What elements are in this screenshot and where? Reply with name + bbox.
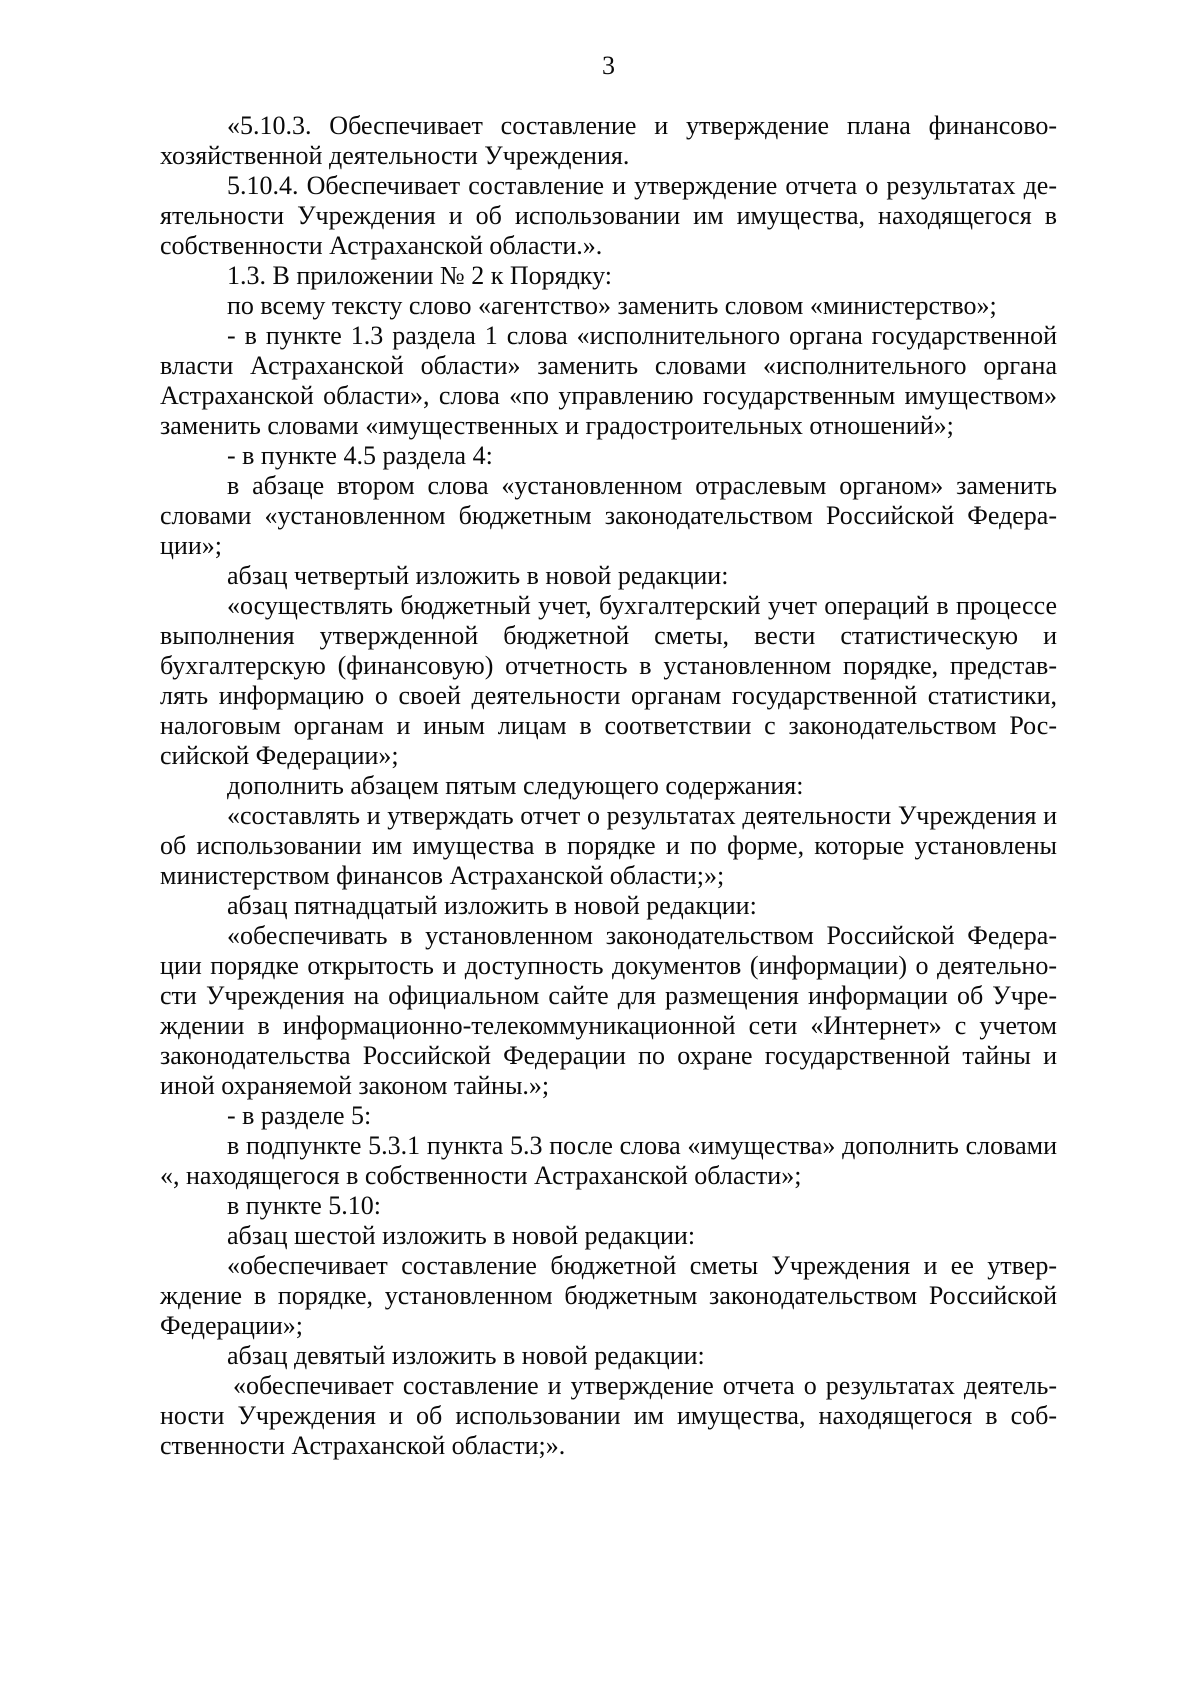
text-line: сийской Федерации»; xyxy=(160,741,399,770)
paragraph xyxy=(160,111,1057,171)
paragraph xyxy=(160,291,1057,321)
paragraph xyxy=(160,1341,1057,1371)
text-line: «обеспечивает составление бюджетной сметы Учреждения и ее утвер- xyxy=(227,1251,1057,1280)
text-line: сти Учреждения на официальном сайте для размещения информации об Учре- xyxy=(160,981,1057,1010)
text-line: 1.3. В приложении № 2 к Порядку: xyxy=(227,261,612,290)
text-line: ности Учреждения и об использовании им имущества, находящегося в соб- xyxy=(160,1401,1057,1430)
paragraph xyxy=(160,921,1057,1101)
text-line: иной охраняемой законом тайны.»; xyxy=(160,1071,550,1100)
text-line: об использовании им имущества в порядке и по форме, которые установлены xyxy=(160,831,1057,860)
text-line: по всему тексту слово «агентство» заменить словом «министерство»; xyxy=(227,291,997,320)
paragraph xyxy=(160,1131,1057,1191)
paragraph xyxy=(160,171,1057,261)
text-line: словами «установленном бюджетным законодательством Российской Федера- xyxy=(160,501,1057,530)
text-line: ции»; xyxy=(160,531,222,560)
paragraph xyxy=(160,1251,1057,1341)
text-line: лять информацию о своей деятельности органам государственной статистики, xyxy=(160,681,1057,710)
text-line: ждение в порядке, установленном бюджетным законодательством Российской xyxy=(160,1281,1057,1310)
text-line: - в разделе 5: xyxy=(227,1101,372,1130)
paragraph xyxy=(160,471,1057,561)
text-line: хозяйственной деятельности Учреждения. xyxy=(160,141,630,170)
text-line: «обеспечивает составление и утверждение отчета о результатах деятель- xyxy=(233,1371,1057,1400)
text-line: ятельности Учреждения и об использовании им имущества, находящегося в xyxy=(160,201,1057,230)
paragraph xyxy=(160,771,1057,801)
text-line: в подпункте 5.3.1 пункта 5.3 после слова «имущества» дополнить словами xyxy=(227,1131,1057,1160)
text-line: «обеспечивать в установленном законодательством Российской Федера- xyxy=(227,921,1057,950)
text-line: абзац пятнадцатый изложить в новой редакции: xyxy=(227,891,757,920)
text-line: выполнения утвержденной бюджетной сметы, вести статистическую и xyxy=(160,621,1057,650)
paragraph xyxy=(160,1101,1057,1131)
text-line: - в пункте 4.5 раздела 4: xyxy=(227,441,493,470)
text-line: «составлять и утверждать отчет о результатах деятельности Учреждения и xyxy=(227,801,1057,830)
text-line: бухгалтерскую (финансовую) отчетность в установленном порядке, представ- xyxy=(160,651,1057,680)
text-line: министерством финансов Астраханской области;»; xyxy=(160,861,725,890)
text-line: «5.10.3. Обеспечивает составление и утверждение плана финансово- xyxy=(227,111,1057,140)
text-line: «, находящегося в собственности Астраханской области»; xyxy=(160,1161,802,1190)
text-line: заменить словами «имущественных и градостроительных отношений»; xyxy=(160,411,954,440)
text-line: ждении в информационно-телекоммуникационной сети «Интернет» с учетом xyxy=(160,1011,1057,1040)
text-line: в абзаце втором слова «установленном отраслевым органом» заменить xyxy=(227,471,1057,500)
paragraph xyxy=(160,1221,1057,1251)
document-body xyxy=(160,111,1057,1461)
text-line: власти Астраханской области» заменить словами «исполнительного органа xyxy=(160,351,1057,380)
page-number: 3 xyxy=(602,51,615,80)
text-line: налоговым органам и иным лицам в соответствии с законодательством Рос- xyxy=(160,711,1057,740)
paragraph xyxy=(160,441,1057,471)
paragraph xyxy=(160,561,1057,591)
text-line: абзац шестой изложить в новой редакции: xyxy=(227,1221,696,1250)
paragraph xyxy=(160,801,1057,891)
paragraph xyxy=(160,1371,1057,1461)
paragraph xyxy=(160,321,1057,441)
paragraph xyxy=(160,591,1057,771)
text-line: ции порядке открытость и доступность документов (информации) о деятельно- xyxy=(160,951,1057,980)
text-line: законодательства Российской Федерации по охране государственной тайны и xyxy=(160,1041,1057,1070)
paragraph xyxy=(160,1191,1057,1221)
text-line: Федерации»; xyxy=(160,1311,304,1340)
text-line: Астраханской области», слова «по управлению государственным имуществом» xyxy=(160,381,1057,410)
text-line: дополнить абзацем пятым следующего содержания: xyxy=(227,771,804,800)
text-line: ственности Астраханской области;». xyxy=(160,1431,566,1460)
text-line: собственности Астраханской области.». xyxy=(160,231,603,260)
paragraph xyxy=(160,891,1057,921)
text-line: 5.10.4. Обеспечивает составление и утверждение отчета о результатах де- xyxy=(227,171,1057,200)
paragraph xyxy=(160,261,1057,291)
text-line: «осуществлять бюджетный учет, бухгалтерский учет операций в процессе xyxy=(227,591,1057,620)
text-line: - в пункте 1.3 раздела 1 слова «исполнительного органа государственной xyxy=(227,321,1057,350)
text-line: абзац девятый изложить в новой редакции: xyxy=(227,1341,705,1370)
text-line: абзац четвертый изложить в новой редакции: xyxy=(227,561,729,590)
text-line: в пункте 5.10: xyxy=(227,1191,382,1220)
